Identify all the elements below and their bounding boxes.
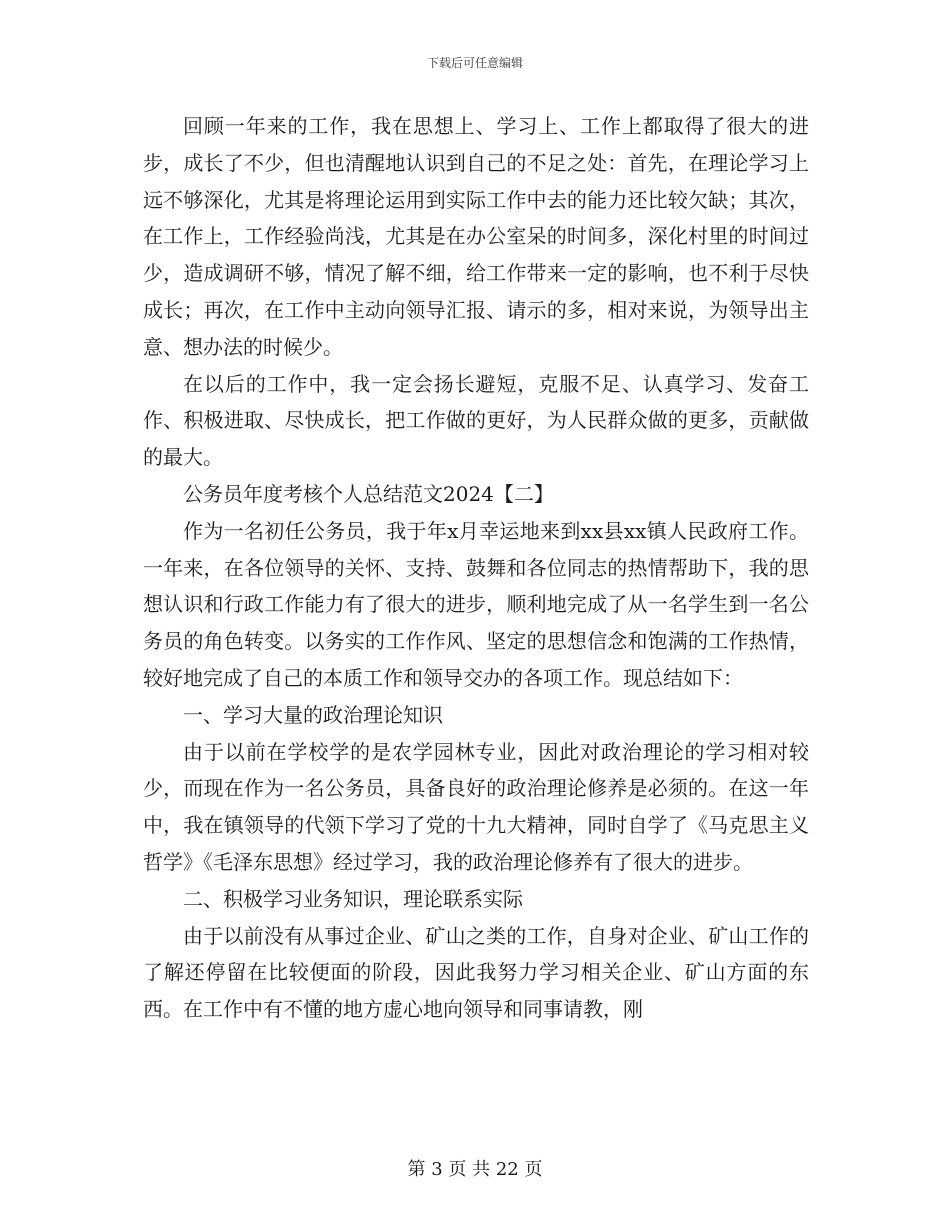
paragraph-future-plan: 在以后的工作中，我一定会扬长避短，克服不足、认真学习、发奋工作、积极进取、尽快成长，把工作做的更好，为人民群众做的更多，贡献做的最大。 [143, 371, 809, 470]
section-title-part-two: 公务员年度考核个人总结范文2024【二】 [183, 481, 554, 506]
page-header: 下载后可任意编辑 [426, 56, 523, 70]
paragraph-political-theory: 由于以前在学校学的是农学园林专业，因此对政治理论的学习相对较少，而现在作为一名公务员，具备良好的政治理论修养是必须的。在这一年中，我在镇领导的代领下学习了党的十九大精神，同时自学了《马克思主义哲学》《毛泽东思想》经过学习，我的政治理论修养有了很大的进步。 [143, 739, 809, 874]
heading-political-theory: 一、学习大量的政治理论知识 [183, 702, 443, 727]
paragraph-introduction: 作为一名初任公务员，我于年x月幸运地来到xx县xx镇人民政府工作。一年来，在各位领导的关怀、支持、鼓舞和各位同志的热情帮助下，我的思想认识和行政工作能力有了很大的进步，顺利地完成了从一名学生到一名公务员的角色转变。以务实的工作作风、坚定的思想信念和饱满的工作热情，较好地完成了自己的本质工作和领导交办的各项工作。现总结如下： [143, 518, 809, 690]
paragraph-review: 回顾一年来的工作，我在思想上、学习上、工作上都取得了很大的进步，成长了不少，但也清醒地认识到自己的不足之处：首先，在理论学习上远不够深化，尤其是将理论运用到实际工作中去的能力还比较欠缺；其次，在工作上，工作经验尚浅，尤其是在办公室呆的时间多，深化村里的时间过少，造成调研不够，情况了解不细，给工作带来一定的影响，也不利于尽快成长；再次，在工作中主动向领导汇报、请示的多，相对来说，为领导出主意、想办法的时候少。 [143, 114, 809, 359]
page-number: 第 3 页 共 22 页 [407, 1159, 543, 1180]
paragraph-business-knowledge: 由于以前没有从事过企业、矿山之类的工作，自身对企业、矿山工作的了解还停留在比较便面的阶段，因此我努力学习相关企业、矿山方面的东西。在工作中有不懂的地方虚心地向领导和同事请教，刚 [143, 923, 809, 1022]
heading-business-knowledge: 二、积极学习业务知识，理论联系实际 [183, 886, 523, 911]
document-body [143, 108, 809, 1028]
